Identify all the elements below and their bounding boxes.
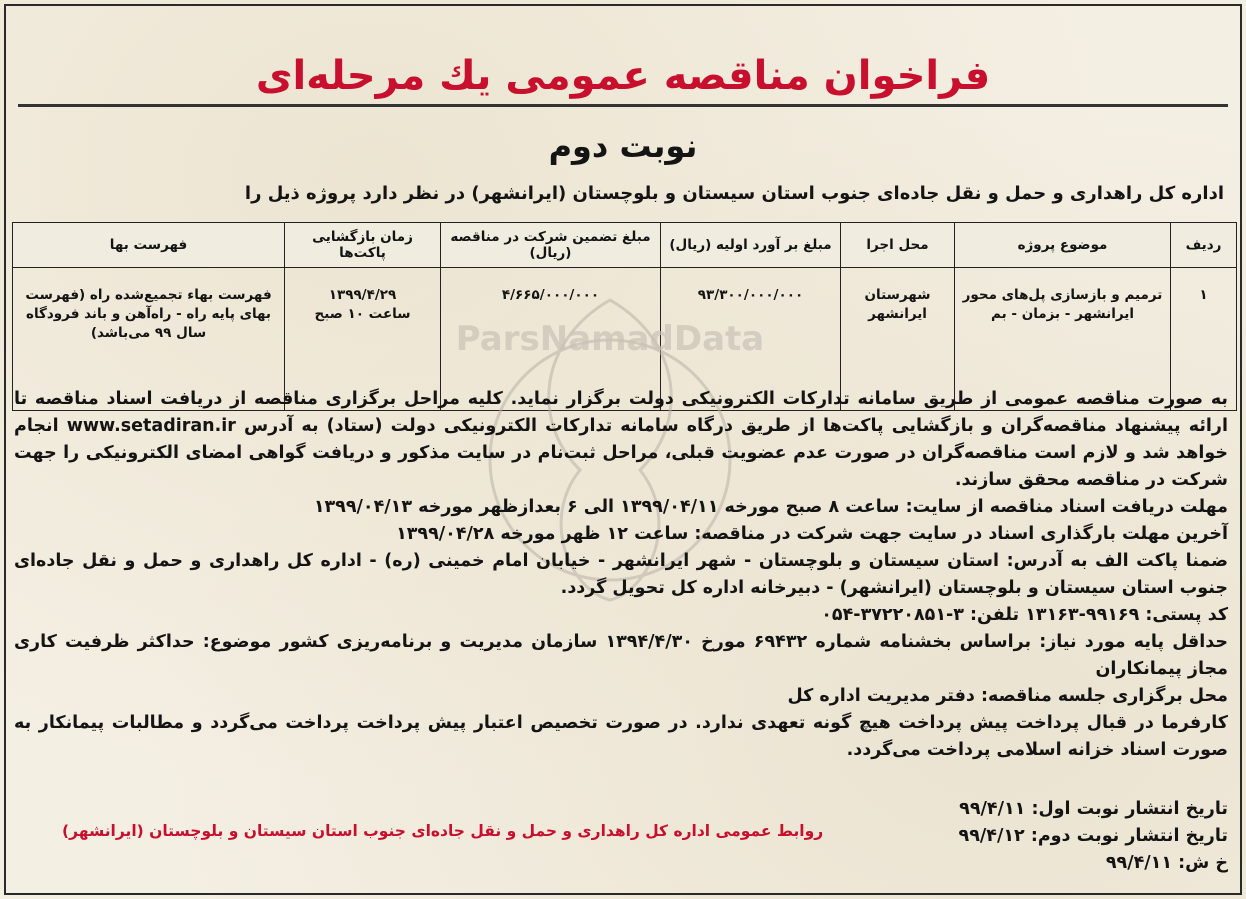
notice-title: فراخوان مناقصه عمومی یك مرحله‌ای xyxy=(255,53,991,99)
header-location: محل اجرا xyxy=(841,223,955,268)
publication-dates xyxy=(959,796,1228,877)
opening-date: ۱۳۹۹/۴/۲۹ xyxy=(328,287,397,303)
public-relations-signature: روابط عمومی اداره کل راهداری و حمل و نقل جاده‌ای جنوب استان سیستان و بلوچستان (ایرانشهر) xyxy=(62,822,824,840)
cell-pricelist: فهرست بهاء تجمیع‌شده راه (فهرست بهای پایه راه - راه‌آهن و باند فرودگاه سال ۹۹ می‌باشد) xyxy=(13,268,285,411)
cell-estimate: ۹۳/۳۰۰/۰۰۰/۰۰۰ xyxy=(661,268,841,411)
cell-row-number: ۱ xyxy=(1171,268,1237,411)
first-publication-date: تاریخ انتشار نوبت اول: ۹۹/۴/۱۱ xyxy=(959,799,1228,819)
paragraph-min-grade: حداقل پایه مورد نیاز: براساس بخشنامه شماره ۶۹۴۳۲ مورخ ۱۳۹۴/۴/۳۰ سازمان مدیریت و برنامه‌ریزی کشور موضوع: حداکثر ظرفیت کاری مجاز پیمانکاران xyxy=(14,632,1228,679)
table-header-row xyxy=(13,223,1237,268)
second-publication-date: تاریخ انتشار نوبت دوم: ۹۹/۴/۱۲ xyxy=(958,826,1228,846)
paragraph-prepayment: کارفرما در قبال پرداخت پیش پرداخت هیچ گونه تعهدی ندارد. در صورت تخصیص اعتبار پیش پرداخت پرداخت می‌گردد و مطالبات پیمانکار به صورت اسناد خزانه اسلامی پرداخت می‌گردد. xyxy=(14,713,1228,760)
paragraph-upload-deadline: آخرین مهلت بارگذاری اسناد در سایت جهت شرکت در مناقصه: ساعت ۱۲ ظهر مورخه ۱۳۹۹/۰۴/۲۸ xyxy=(396,524,1228,544)
header-row-number: ردیف xyxy=(1171,223,1237,268)
paragraph-meeting-place: محل برگزاری جلسه مناقصه: دفتر مدیریت اداره کل xyxy=(787,686,1228,706)
opening-time: ساعت ۱۰ صبح xyxy=(314,306,411,322)
intro-text: اداره کل راهداری و حمل و نقل جاده‌ای جنوب استان سیستان و بلوچستان (ایرانشهر) در نظر دارد پروژه ذیل را xyxy=(244,183,1224,204)
watermark-brand: ParsNamadData xyxy=(455,319,765,359)
header-pricelist: فهرست بها xyxy=(13,223,285,268)
notice-subtitle: نوبت دوم xyxy=(548,127,698,165)
header-guarantee: مبلغ تضمین شرکت در مناقصه (ریال) xyxy=(441,223,661,268)
header-estimate: مبلغ بر آورد اولیه (ریال) xyxy=(661,223,841,268)
body-text xyxy=(14,386,1228,764)
cell-location: شهرستان ایرانشهر xyxy=(841,268,955,411)
tender-table xyxy=(12,222,1237,411)
paragraph-method: به صورت مناقصه عمومی از طریق سامانه تدارکات الکترونیکی دولت برگزار نماید. کلیه مراحل برگزاری مناقصه از دریافت اسناد مناقصه تا ارائه پیشنهاد مناقصه‌گران و بازگشایی پاکت‌ها از طریق درگاه سامانه تدارکات الکترونیکی دولت (ستاد) به آدرس www.setadiran.ir انجام خواهد شد و لازم است مناقصه‌گران در صورت عدم عضویت قبلی، مراحل ثبت‌نام در سایت مذکور و دریافت گواهی امضای الکترونیکی را جهت شرکت در مناقصه محقق سازند. xyxy=(14,389,1229,490)
paragraph-contact: کد پستی: ۹۹۱۶۹-۱۳۱۶۳ تلفن: ۳-۳۷۲۲۰۸۵۱-۰۵۴ xyxy=(821,605,1228,625)
title-divider xyxy=(18,104,1228,107)
header-subject: موضوع پروژه xyxy=(955,223,1171,268)
paragraph-envelope-address: ضمنا پاکت الف به آدرس: استان سیستان و بلوچستان - شهر ایرانشهر - خیابان امام خمینی (ره) - اداره کل راهداری و حمل و نقل جاده‌ای جنوب استان سیستان و بلوچستان (ایرانشهر) - دبیرخانه اداره کل تحویل گردد. xyxy=(14,551,1228,598)
paragraph-document-deadline: مهلت دریافت اسناد مناقصه از سایت: ساعت ۸ صبح مورخه ۱۳۹۹/۰۴/۱۱ الی ۶ بعدازظهر مورخه ۱۳۹۹/۰۴/۱۳ xyxy=(313,497,1228,517)
reference-number: خ ش: ۹۹/۴/۱۱ xyxy=(1105,853,1228,873)
header-opening: زمان بازگشایی پاکت‌ها xyxy=(285,223,441,268)
cell-subject: ترمیم و بازسازی پل‌های محور ایرانشهر - بزمان - بم xyxy=(955,268,1171,411)
cell-guarantee: ۴/۶۶۵/۰۰۰/۰۰۰ xyxy=(441,268,661,411)
